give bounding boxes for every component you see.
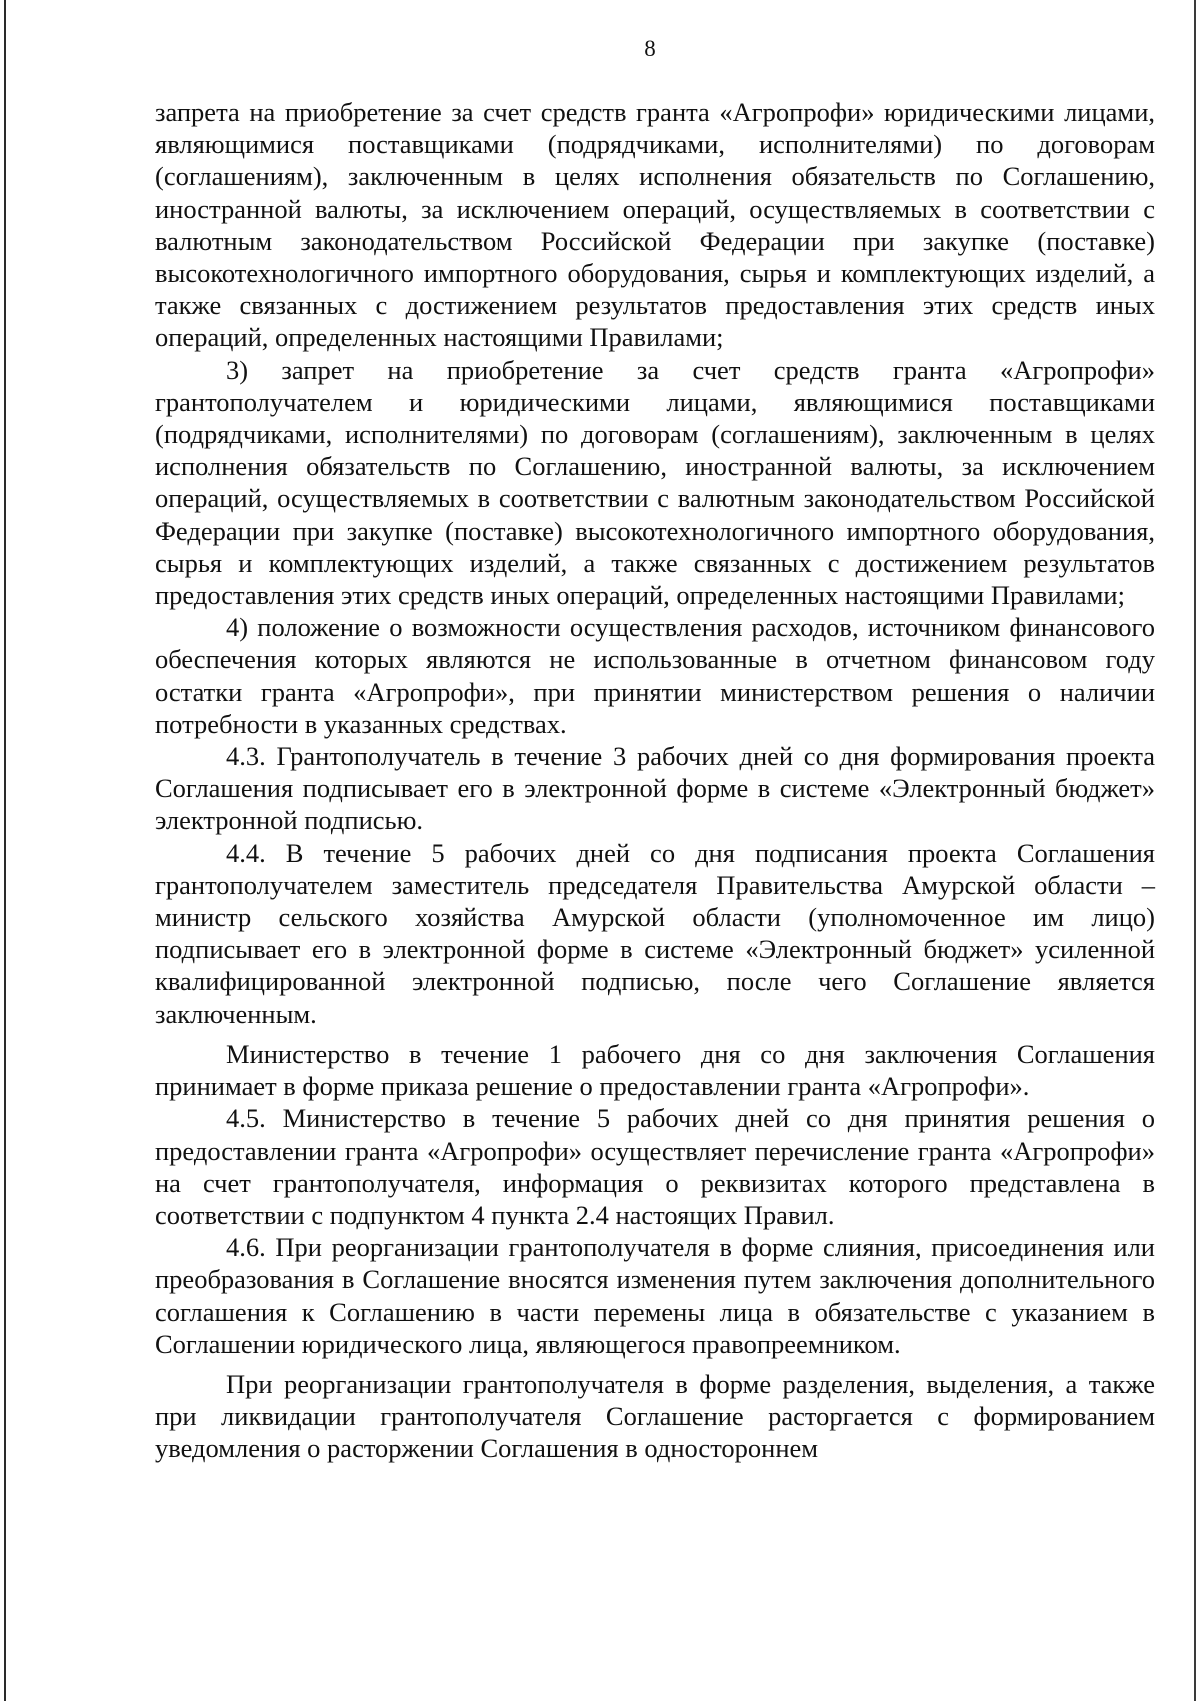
paragraph-4-3: 4.3. Грантополучатель в течение 3 рабочих дней со дня формирования проекта Соглашения подписывает его в электронной форме в системе «Электронный бюджет» электронной подписью. — [155, 741, 1155, 836]
paragraph-item-3: 3) запрет на приобретение за счет средств гранта «Агропрофи» грантополучателем и юридическими лицами, являющимися поставщиками (подрядчиками, исполнителями) по договорам (соглашениям), заключенным в целях исполнения обязательств по Соглашению, иностранной валюты, за исключением операций, осуществляемых в соответствии с валютным законодательством Российской Федерации при закупке (поставке) высокотехнологичного импортного оборудования, сырья и комплектующих изделий, а также связанных с достижением результатов предоставления этих средств иных операций, определенных настоящими Правилами; — [155, 354, 1155, 611]
paragraph-item-4: 4) положение о возможности осуществления расходов, источником финансового обеспечения которых являются не использованные в отчетном финансовом году остатки гранта «Агропрофи», при принятии министерством решения о наличии потребности в указанных средствах. — [155, 612, 1155, 739]
paragraph-reorganization-termination: При реорганизации грантополучателя в форме разделения, выделения, а также при ликвидации грантополучателя Соглашение расторгается с формированием уведомления о расторжении Соглашения в одностороннем — [155, 1368, 1155, 1464]
page-number: 8 — [644, 36, 656, 61]
scan-border-left — [4, 0, 6, 1701]
paragraph-ministry-decision: Министерство в течение 1 рабочего дня со дня заключения Соглашения принимает в форме приказа решение о предоставлении гранта «Агропрофи». — [155, 1038, 1155, 1102]
paragraph-continuation: запрета на приобретение за счет средств гранта «Агропрофи» юридическими лицами, являющимися поставщиками (подрядчиками, исполнителями) по договорам (соглашениям), заключенным в целях исполнения обязательств по Соглашению, иностранной валюты, за исключением операций, осуществляемых в соответствии с валютным законодательством Российской Федерации при закупке (поставке) высокотехнологичного импортного оборудования, сырья и комплектующих изделий, а также связанных с достижением результатов предоставления этих средств иных операций, определенных настоящими Правилами; — [155, 97, 1155, 353]
paragraph-4-4: 4.4. В течение 5 рабочих дней со дня подписания проекта Соглашения грантополучателем заместитель председателя Правительства Амурской области – министр сельского хозяйства Амурской области (уполномоченное им лицо) подписывает его в электронной форме в системе «Электронный бюджет» усиленной квалифицированной электронной подписью, после чего Соглашение является заключенным. — [155, 837, 1155, 1029]
document-body — [155, 96, 1155, 1465]
paragraph-4-6: 4.6. При реорганизации грантополучателя в форме слияния, присоединения или преобразования в Соглашение вносятся изменения путем заключения дополнительного соглашения к Соглашению в части перемены лица в обязательстве с указанием в Соглашении юридического лица, являющегося правопреемником. — [155, 1232, 1155, 1359]
paragraph-4-5: 4.5. Министерство в течение 5 рабочих дней со дня принятия решения о предоставлении гранта «Агропрофи» осуществляет перечисление гранта «Агропрофи» на счет грантополучателя, информация о реквизитах которого представлена в соответствии с подпунктом 4 пункта 2.4 настоящих Правил. — [155, 1103, 1155, 1230]
scan-border-right — [1194, 0, 1196, 1701]
